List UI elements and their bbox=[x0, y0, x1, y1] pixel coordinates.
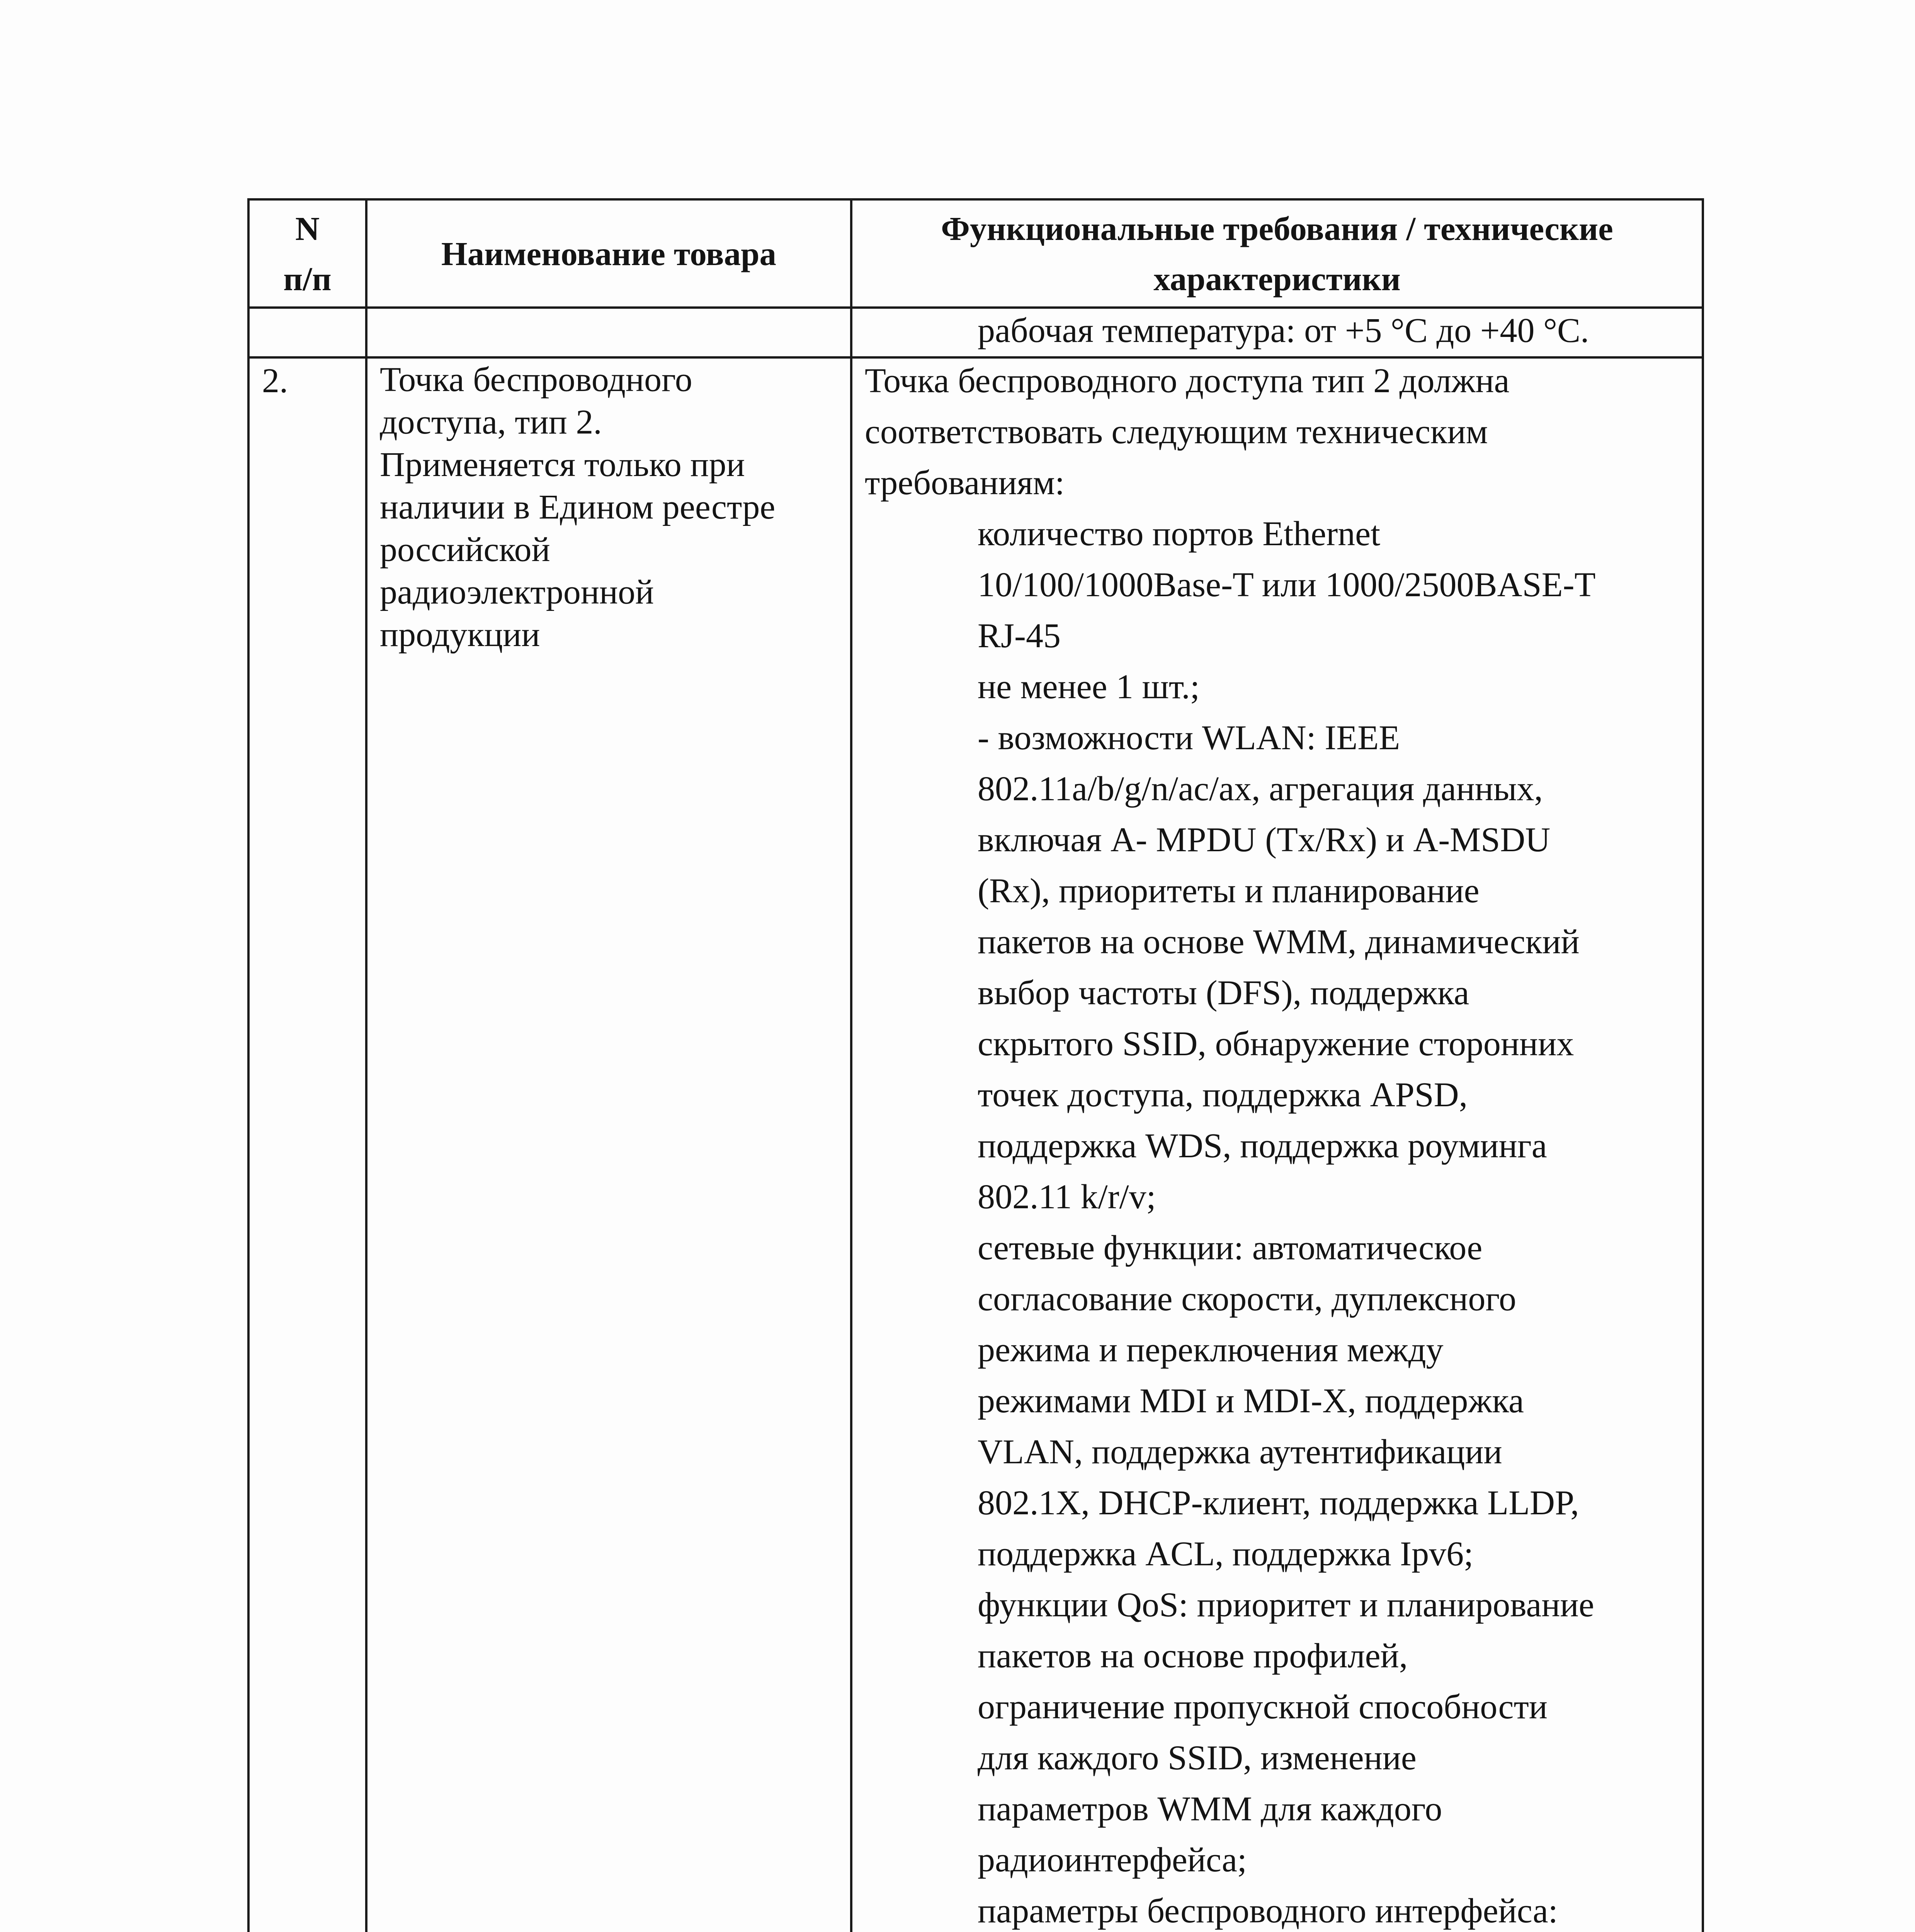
intro-line: Точка беспроводного доступа тип 2 должна bbox=[865, 362, 1510, 400]
requirements-spec-list bbox=[978, 509, 1596, 1932]
column-divider-2 bbox=[850, 198, 852, 1932]
spec-line: функции QoS: приоритет и планирование bbox=[978, 1586, 1594, 1624]
spec-line: пакетов на основе профилей, bbox=[978, 1637, 1408, 1675]
spec-line: количество портов Ethernet bbox=[978, 515, 1381, 553]
header-requirements bbox=[852, 204, 1702, 304]
intro-line: требованиям: bbox=[865, 464, 1065, 502]
spec-line: скрытого SSID, обнаружение сторонних bbox=[978, 1025, 1574, 1063]
spec-line: поддержка WDS, поддержка роуминга bbox=[978, 1127, 1547, 1165]
spec-line: пакетов на основе WMM, динамический bbox=[978, 923, 1580, 961]
spec-line: - возможности WLAN: IEEE bbox=[978, 719, 1400, 757]
name-line: доступа, тип 2. bbox=[380, 403, 602, 441]
spec-line: включая A- MPDU (Tx/Rx) и A-MSDU bbox=[978, 821, 1551, 859]
header-name: Наименование товара bbox=[441, 235, 777, 272]
header-number bbox=[250, 204, 365, 304]
spec-line: (Rx), приоритеты и планирование bbox=[978, 872, 1480, 910]
column-divider-1 bbox=[365, 198, 367, 1932]
name-line: российской bbox=[380, 531, 550, 569]
spec-line: параметры беспроводного интерфейса: bbox=[978, 1892, 1558, 1930]
header-requirements-line-2: характеристики bbox=[1153, 260, 1401, 298]
spec-line: для каждого SSID, изменение bbox=[978, 1739, 1417, 1777]
header-number-line-2: п/п bbox=[283, 260, 332, 298]
table-border-right bbox=[1702, 198, 1704, 1932]
spec-line: режимами MDI и MDI-X, поддержка bbox=[978, 1382, 1524, 1420]
requirements-intro bbox=[865, 355, 1509, 509]
spec-line: выбор частоты (DFS), поддержка bbox=[978, 974, 1469, 1012]
spec-line: 802.11 k/r/v; bbox=[978, 1178, 1156, 1216]
spec-line: 802.1X, DHCP-клиент, поддержка LLDP, bbox=[978, 1484, 1579, 1522]
name-line: Точка беспроводного bbox=[380, 361, 692, 399]
continuation-requirements: рабочая температура: от +5 °С до +40 °С. bbox=[978, 311, 1589, 350]
name-line: продукции bbox=[380, 616, 540, 654]
spec-line: RJ-45 bbox=[978, 617, 1061, 655]
spec-line: сетевые функции: автоматическое bbox=[978, 1229, 1483, 1267]
header-requirements-line-1: Функциональные требования / технические bbox=[941, 210, 1613, 247]
header-number-line-1: N bbox=[295, 210, 320, 247]
spec-line: не менее 1 шт.; bbox=[978, 668, 1200, 706]
row-number: 2. bbox=[262, 362, 288, 400]
table-border-top bbox=[247, 198, 1704, 201]
spec-line: VLAN, поддержка аутентификации bbox=[978, 1433, 1502, 1471]
name-line: радиоэлектронной bbox=[380, 573, 654, 611]
name-line: Применяется только при bbox=[380, 446, 745, 484]
row-product-name bbox=[380, 359, 775, 656]
spec-line: режима и переключения между bbox=[978, 1331, 1444, 1369]
name-line: наличии в Едином реестре bbox=[380, 488, 776, 526]
spec-line: согласование скорости, дуплексного bbox=[978, 1280, 1516, 1318]
spec-line: 802.11a/b/g/n/ac/ax, агрегация данных, bbox=[978, 770, 1543, 808]
spec-line: ограничение пропускной способности bbox=[978, 1688, 1548, 1726]
table-border-left bbox=[247, 198, 250, 1932]
spec-line: 10/100/1000Base-T или 1000/2500BASE-T bbox=[978, 566, 1596, 604]
spec-line: точек доступа, поддержка APSD, bbox=[978, 1076, 1468, 1114]
spec-line: радиоинтерфейса; bbox=[978, 1841, 1247, 1879]
spec-line: поддержка ACL, поддержка Ipv6; bbox=[978, 1535, 1474, 1573]
intro-line: соответствовать следующим техническим bbox=[865, 413, 1488, 451]
spec-line: параметров WMM для каждого bbox=[978, 1790, 1442, 1828]
